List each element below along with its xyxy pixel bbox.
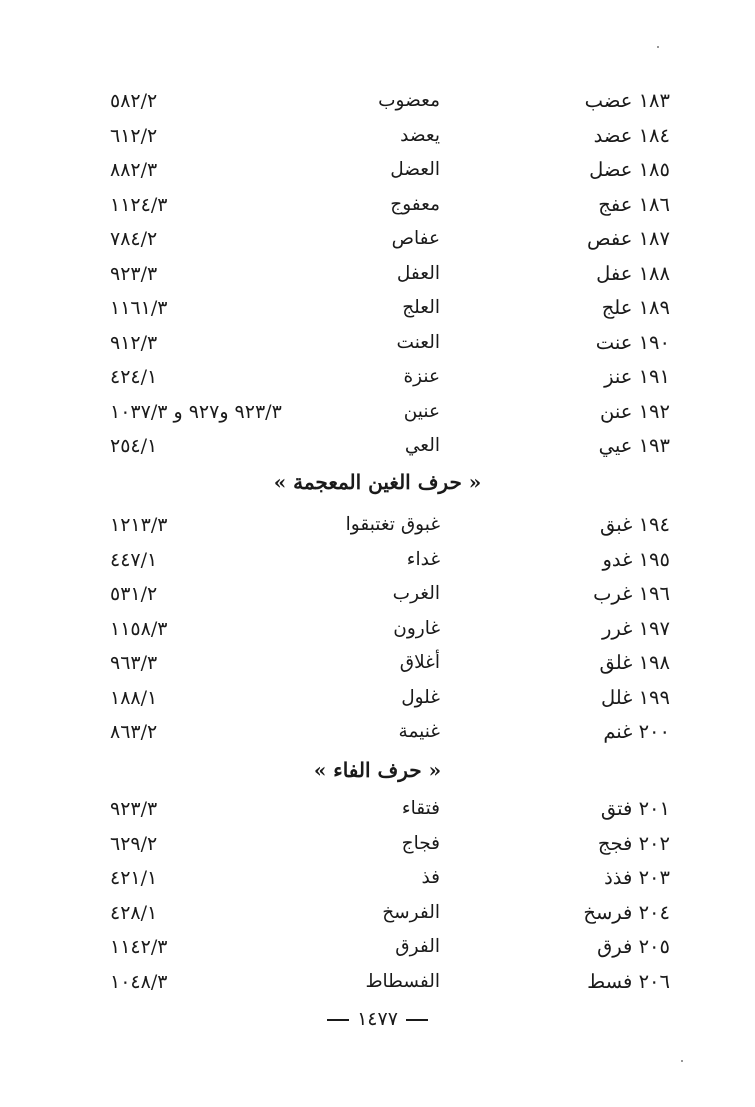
entry-root: ١٩٥ غدو bbox=[602, 547, 670, 571]
entry-root: ١٩٧ غرر bbox=[602, 616, 670, 640]
entry-word: فتقاء bbox=[401, 798, 440, 819]
entry-reference: ٤٤٧/١ bbox=[110, 548, 158, 571]
entry-reference: ٤٢٨/١ bbox=[110, 901, 158, 924]
section-heading-fa: « حرف الفاء » bbox=[313, 758, 442, 782]
entry-root: ٢٠١ فتق bbox=[600, 797, 670, 820]
index-entry bbox=[110, 360, 670, 395]
entry-root: ٢٠٤ فرسخ bbox=[583, 900, 670, 924]
entry-root: ١٩٨ غلق bbox=[599, 651, 670, 674]
index-entry bbox=[110, 681, 670, 716]
index-entry bbox=[110, 646, 670, 681]
index-entry bbox=[110, 827, 670, 862]
index-entry bbox=[110, 715, 670, 750]
entry-word: غلول bbox=[401, 686, 440, 708]
entry-reference: ٥٨٢/٢ bbox=[110, 90, 158, 112]
index-entry bbox=[110, 896, 670, 931]
entry-word: عنين bbox=[403, 400, 440, 422]
index-entry bbox=[110, 257, 670, 292]
entry-root: ١٨٣ عضب bbox=[584, 89, 670, 112]
index-entry bbox=[110, 395, 670, 430]
entry-root: ١٩٣ عيي bbox=[598, 434, 670, 457]
entry-root: ٢٠٥ فرق bbox=[597, 935, 670, 958]
index-entry bbox=[110, 84, 670, 119]
entry-root: ٢٠٦ فسط bbox=[587, 969, 670, 993]
entry-root: ١٨٨ عفل bbox=[596, 261, 670, 285]
entry-word: فجاج bbox=[401, 832, 440, 854]
entry-root: ١٨٧ عفص bbox=[586, 227, 670, 250]
entry-word: الفرسخ bbox=[382, 901, 440, 923]
entries-ghayn bbox=[110, 508, 670, 750]
entry-reference: ٦٢٩/٢ bbox=[110, 832, 158, 855]
entry-word: غداء bbox=[406, 548, 440, 570]
section-heading-ghayn: « حرف الغين المعجمة » bbox=[273, 470, 482, 494]
entry-reference: ١١٦١/٣ bbox=[110, 297, 168, 319]
entries-fa bbox=[110, 792, 670, 999]
entry-word: غارون bbox=[393, 617, 440, 639]
entry-word: العلج bbox=[402, 297, 440, 318]
index-entry bbox=[110, 119, 670, 154]
entry-reference: ٩٢٣/٣ bbox=[110, 798, 158, 820]
entry-reference: ٩٦٣/٣ bbox=[110, 652, 158, 674]
entry-root: ١٩٢ عنن bbox=[600, 399, 670, 423]
entry-reference: ٧٨٤/٢ bbox=[110, 228, 158, 250]
entry-word: العنت bbox=[396, 331, 440, 353]
entry-word: معضوب bbox=[378, 90, 440, 111]
index-entry bbox=[110, 792, 670, 827]
entry-word: فذ bbox=[421, 867, 440, 888]
entry-word: العي bbox=[404, 435, 440, 456]
entry-reference: ١١٥٨/٣ bbox=[110, 617, 168, 640]
index-entry bbox=[110, 222, 670, 257]
entry-root: ٢٠٠ غنم bbox=[603, 720, 670, 743]
entry-root: ٢٠٣ فذذ bbox=[604, 866, 670, 889]
entry-word: العضل bbox=[390, 159, 440, 180]
index-entry bbox=[110, 291, 670, 326]
index-entry bbox=[110, 188, 670, 223]
entries-ain bbox=[110, 84, 670, 464]
entry-reference: ١٠٤٨/٣ bbox=[110, 970, 168, 993]
entry-reference: ١٢١٣/٣ bbox=[110, 514, 168, 536]
index-entry bbox=[110, 965, 670, 1000]
index-entry bbox=[110, 861, 670, 896]
entry-reference: ٩٢٣/٣ و٩٢٧ و ١٠٣٧/٣ bbox=[110, 400, 282, 423]
entry-reference: ١١٢٤/٣ bbox=[110, 193, 168, 216]
entry-word: أغلاق bbox=[399, 652, 440, 673]
index-entry bbox=[110, 612, 670, 647]
entry-word: العفل bbox=[396, 262, 440, 284]
entry-word: غبوق تغتبقوا bbox=[345, 514, 440, 535]
entry-reference: ٥٣١/٢ bbox=[110, 583, 158, 605]
entry-reference: ٤٢٤/١ bbox=[110, 366, 158, 388]
entry-reference: ٢٥٤/١ bbox=[110, 435, 158, 457]
page-number-text: ١٤٧٧ bbox=[357, 1008, 398, 1030]
entry-root: ٢٠٢ فجج bbox=[597, 831, 670, 855]
entry-reference: ١١٤٢/٣ bbox=[110, 936, 168, 958]
entry-root: ١٨٤ عضد bbox=[593, 123, 670, 147]
entry-root: ١٩٤ غبق bbox=[600, 513, 670, 536]
index-entry bbox=[110, 153, 670, 188]
entry-reference: ٨٦٣/٢ bbox=[110, 721, 158, 743]
entry-word: عفاص bbox=[391, 228, 440, 249]
entry-root: ١٩٠ عنت bbox=[595, 330, 670, 354]
dash-left bbox=[406, 1019, 428, 1021]
entry-reference: ٩١٢/٣ bbox=[110, 331, 158, 354]
entry-reference: ٦١٢/٢ bbox=[110, 124, 158, 147]
page-number bbox=[0, 1008, 755, 1030]
index-entry bbox=[110, 930, 670, 965]
entry-word: الفرق bbox=[395, 936, 440, 957]
entry-root: ١٩٩ غلل bbox=[600, 685, 670, 709]
index-entry bbox=[110, 429, 670, 464]
entry-reference: ١٨٨/١ bbox=[110, 686, 158, 709]
index-entry bbox=[110, 508, 670, 543]
dash-right bbox=[327, 1019, 349, 1021]
entry-word: يعضد bbox=[400, 124, 440, 146]
entry-root: ١٨٩ علج bbox=[601, 296, 670, 319]
index-entry bbox=[110, 543, 670, 578]
entry-root: ١٨٥ عضل bbox=[589, 158, 670, 181]
index-entry bbox=[110, 326, 670, 361]
entry-word: معفوج bbox=[390, 193, 440, 215]
index-entry bbox=[110, 577, 670, 612]
entry-word: الغرب bbox=[392, 583, 440, 604]
entry-root: ١٩١ عنز bbox=[604, 365, 670, 388]
scan-speck bbox=[657, 46, 659, 48]
entry-root: ١٩٦ غرب bbox=[593, 582, 670, 605]
entry-word: عنزة bbox=[403, 366, 440, 387]
entry-reference: ٩٢٣/٣ bbox=[110, 262, 158, 285]
entry-word: غنيمة bbox=[398, 721, 440, 742]
entry-reference: ٤٢١/١ bbox=[110, 867, 158, 889]
entry-reference: ٨٨٢/٣ bbox=[110, 159, 158, 181]
entry-root: ١٨٦ عفج bbox=[598, 192, 670, 216]
entry-word: الفسطاط bbox=[365, 970, 440, 992]
scan-speck bbox=[681, 1060, 683, 1062]
